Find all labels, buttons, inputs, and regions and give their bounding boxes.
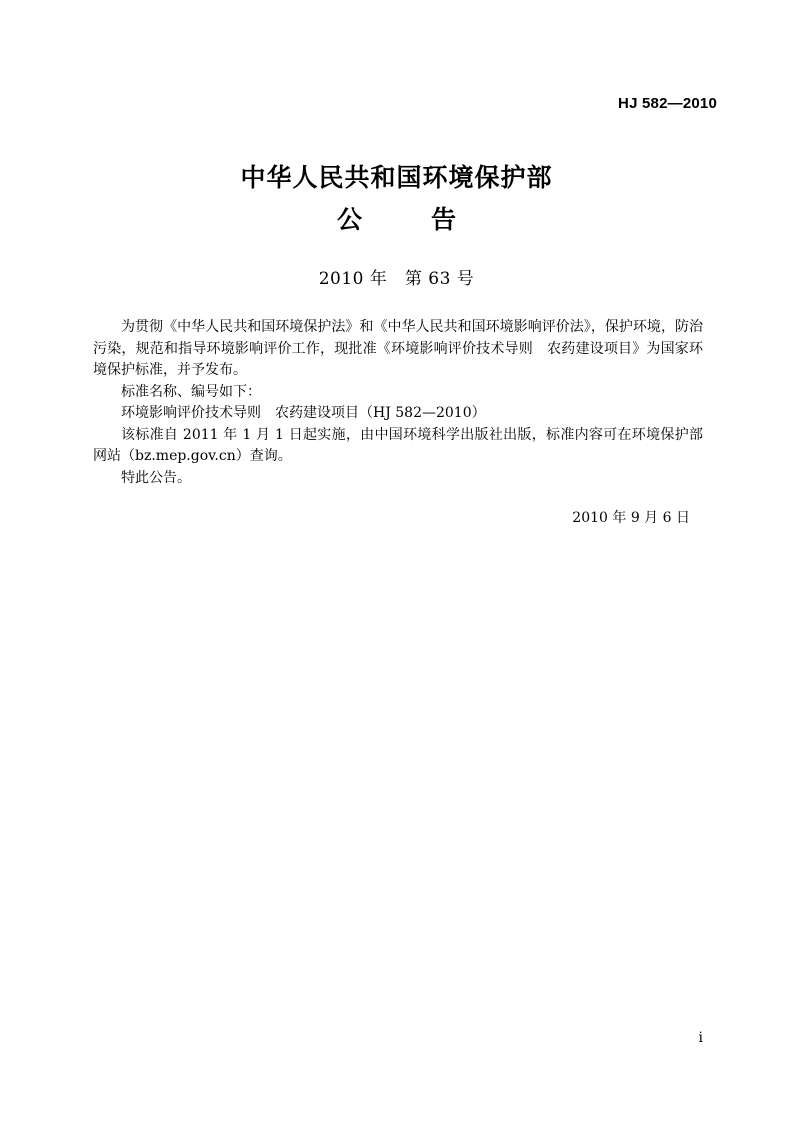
body-paragraph-2: 标准名称、编号如下： <box>121 383 261 400</box>
organization-title: 中华人民共和国环境保护部 <box>240 163 553 192</box>
issue-date: 2010 年 9 月 6 日 <box>572 510 690 526</box>
announcement-number: 2010 年 第 63 号 <box>318 269 475 289</box>
standard-code: HJ 582—2010 <box>618 95 717 112</box>
body-paragraph-5: 特此公告。 <box>121 469 191 486</box>
announcement-body <box>93 317 703 489</box>
title-block <box>0 160 793 238</box>
body-paragraph-3: 环境影响评价技术导则 农药建设项目（HJ 582—2010） <box>121 405 486 421</box>
document-type: 公 告 <box>336 205 478 234</box>
body-paragraph-4: 该标准自 2011 年 1 月 1 日起实施，由中国环境科学出版社出版，标准内容可在环境保护部网站（bz.mep.gov.cn）查询。 <box>93 426 703 464</box>
body-paragraph-1: 为贯彻《中华人民共和国环境保护法》和《中华人民共和国环境影响评价法》，保护环境，防治污染，规范和指导环境影响评价工作，现批准《环境影响评价技术导则 农药建设项目》为国家环境保护标准，并予发布。 <box>93 319 703 378</box>
page-number: i <box>698 1030 703 1046</box>
